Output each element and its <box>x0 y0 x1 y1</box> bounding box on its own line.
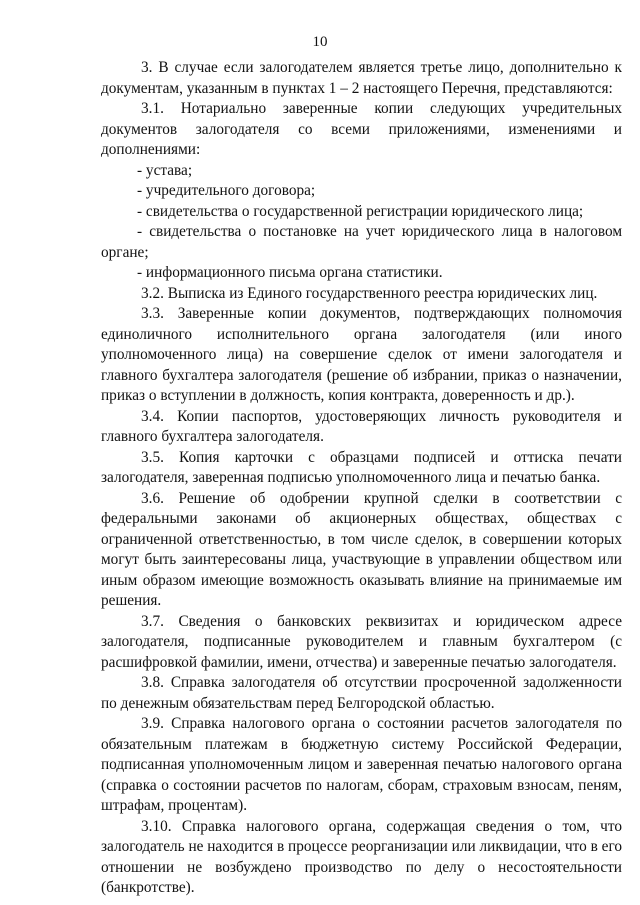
list-item-tax-registration-certificate: - свидетельства о постановке на учет юридического лица в налоговом органе; <box>101 223 622 261</box>
list-item-charter: - устава; <box>137 161 193 179</box>
paragraph-3: 3. В случае если залогодателем является третье лицо, дополнительно к документам, указанным в пунктах 1 – 2 настоящего Перечня, представляются: <box>101 59 622 97</box>
list-item-founding-agreement: - учредительного договора; <box>137 182 316 199</box>
list-item-registration-certificate: - свидетельства о государственной регистрации юридического лица; <box>137 202 584 220</box>
paragraph-3-1: 3.1. Нотариально заверенные копии следующих учредительных документов залогодателя со всеми приложениями, изменениями и дополнениями: <box>101 100 622 158</box>
paragraph-3-10: 3.10. Справка налогового органа, содержащая сведения о том, что залогодатель не находится в процессе реорганизации или ликвидации, что в его отношении не возбуждено производство по делу о несостоятельности (банкротстве). <box>101 817 622 896</box>
paragraph-3-5: 3.5. Копия карточки с образцами подписей и оттиска печати залогодателя, заверенная подписью уполномоченного лица и печатью банка. <box>101 448 622 486</box>
paragraph-3-2: 3.2. Выписка из Единого государственного реестра юридических лиц. <box>141 284 598 302</box>
page-number: 10 <box>312 34 328 50</box>
paragraph-3-7: 3.7. Сведения о банковских реквизитах и юридическом адресе залогодателя, подписанные руководителем и главным бухгалтером (с расшифровкой фамилии, имени, отчества) и заверенные печатью залогодателя. <box>101 612 622 671</box>
list-item-statistics-letter: - информационного письма органа статистики. <box>137 264 443 281</box>
paragraph-3-4: 3.4. Копии паспортов, удостоверяющих личность руководителя и главного бухгалтера залогодателя. <box>101 407 622 445</box>
paragraph-3-3: 3.3. Заверенные копии документов, подтверждающих полномочия единоличного исполнительного органа залогодателя (или иного уполномоченного лица) на совершение сделок от имени залогодателя и главного бухгалтера залогодателя (решение об избрании, приказ о назначении, приказ о вступлении в должность, копия контракта, доверенность и др.). <box>101 305 622 404</box>
paragraph-3-6: 3.6. Решение об одобрении крупной сделки в соответствии с федеральными законами об акционерных обществах, обществах с ограниченной ответственностью, в том числе сделок, в совершении которых могут быть заинтересованы лица, участвующие в управлении обществом или иным образом имеющие возможность оказывать влияние на принимаемые им решения. <box>101 489 622 609</box>
paragraph-3-9: 3.9. Справка налогового органа о состоянии расчетов залогодателя по обязательным платежам в бюджетную систему Российской Федерации, подписанная уполномоченным лицом и заверенная печатью налогового органа (справка о состоянии расчетов по налогам, сборам, страховым взносам, пеням, штрафам, процентам). <box>101 715 622 814</box>
paragraph-3-8: 3.8. Справка залогодателя об отсутствии просроченной задолженности по денежным обязательствам перед Белгородской областью. <box>101 674 622 712</box>
document-body <box>101 58 622 899</box>
